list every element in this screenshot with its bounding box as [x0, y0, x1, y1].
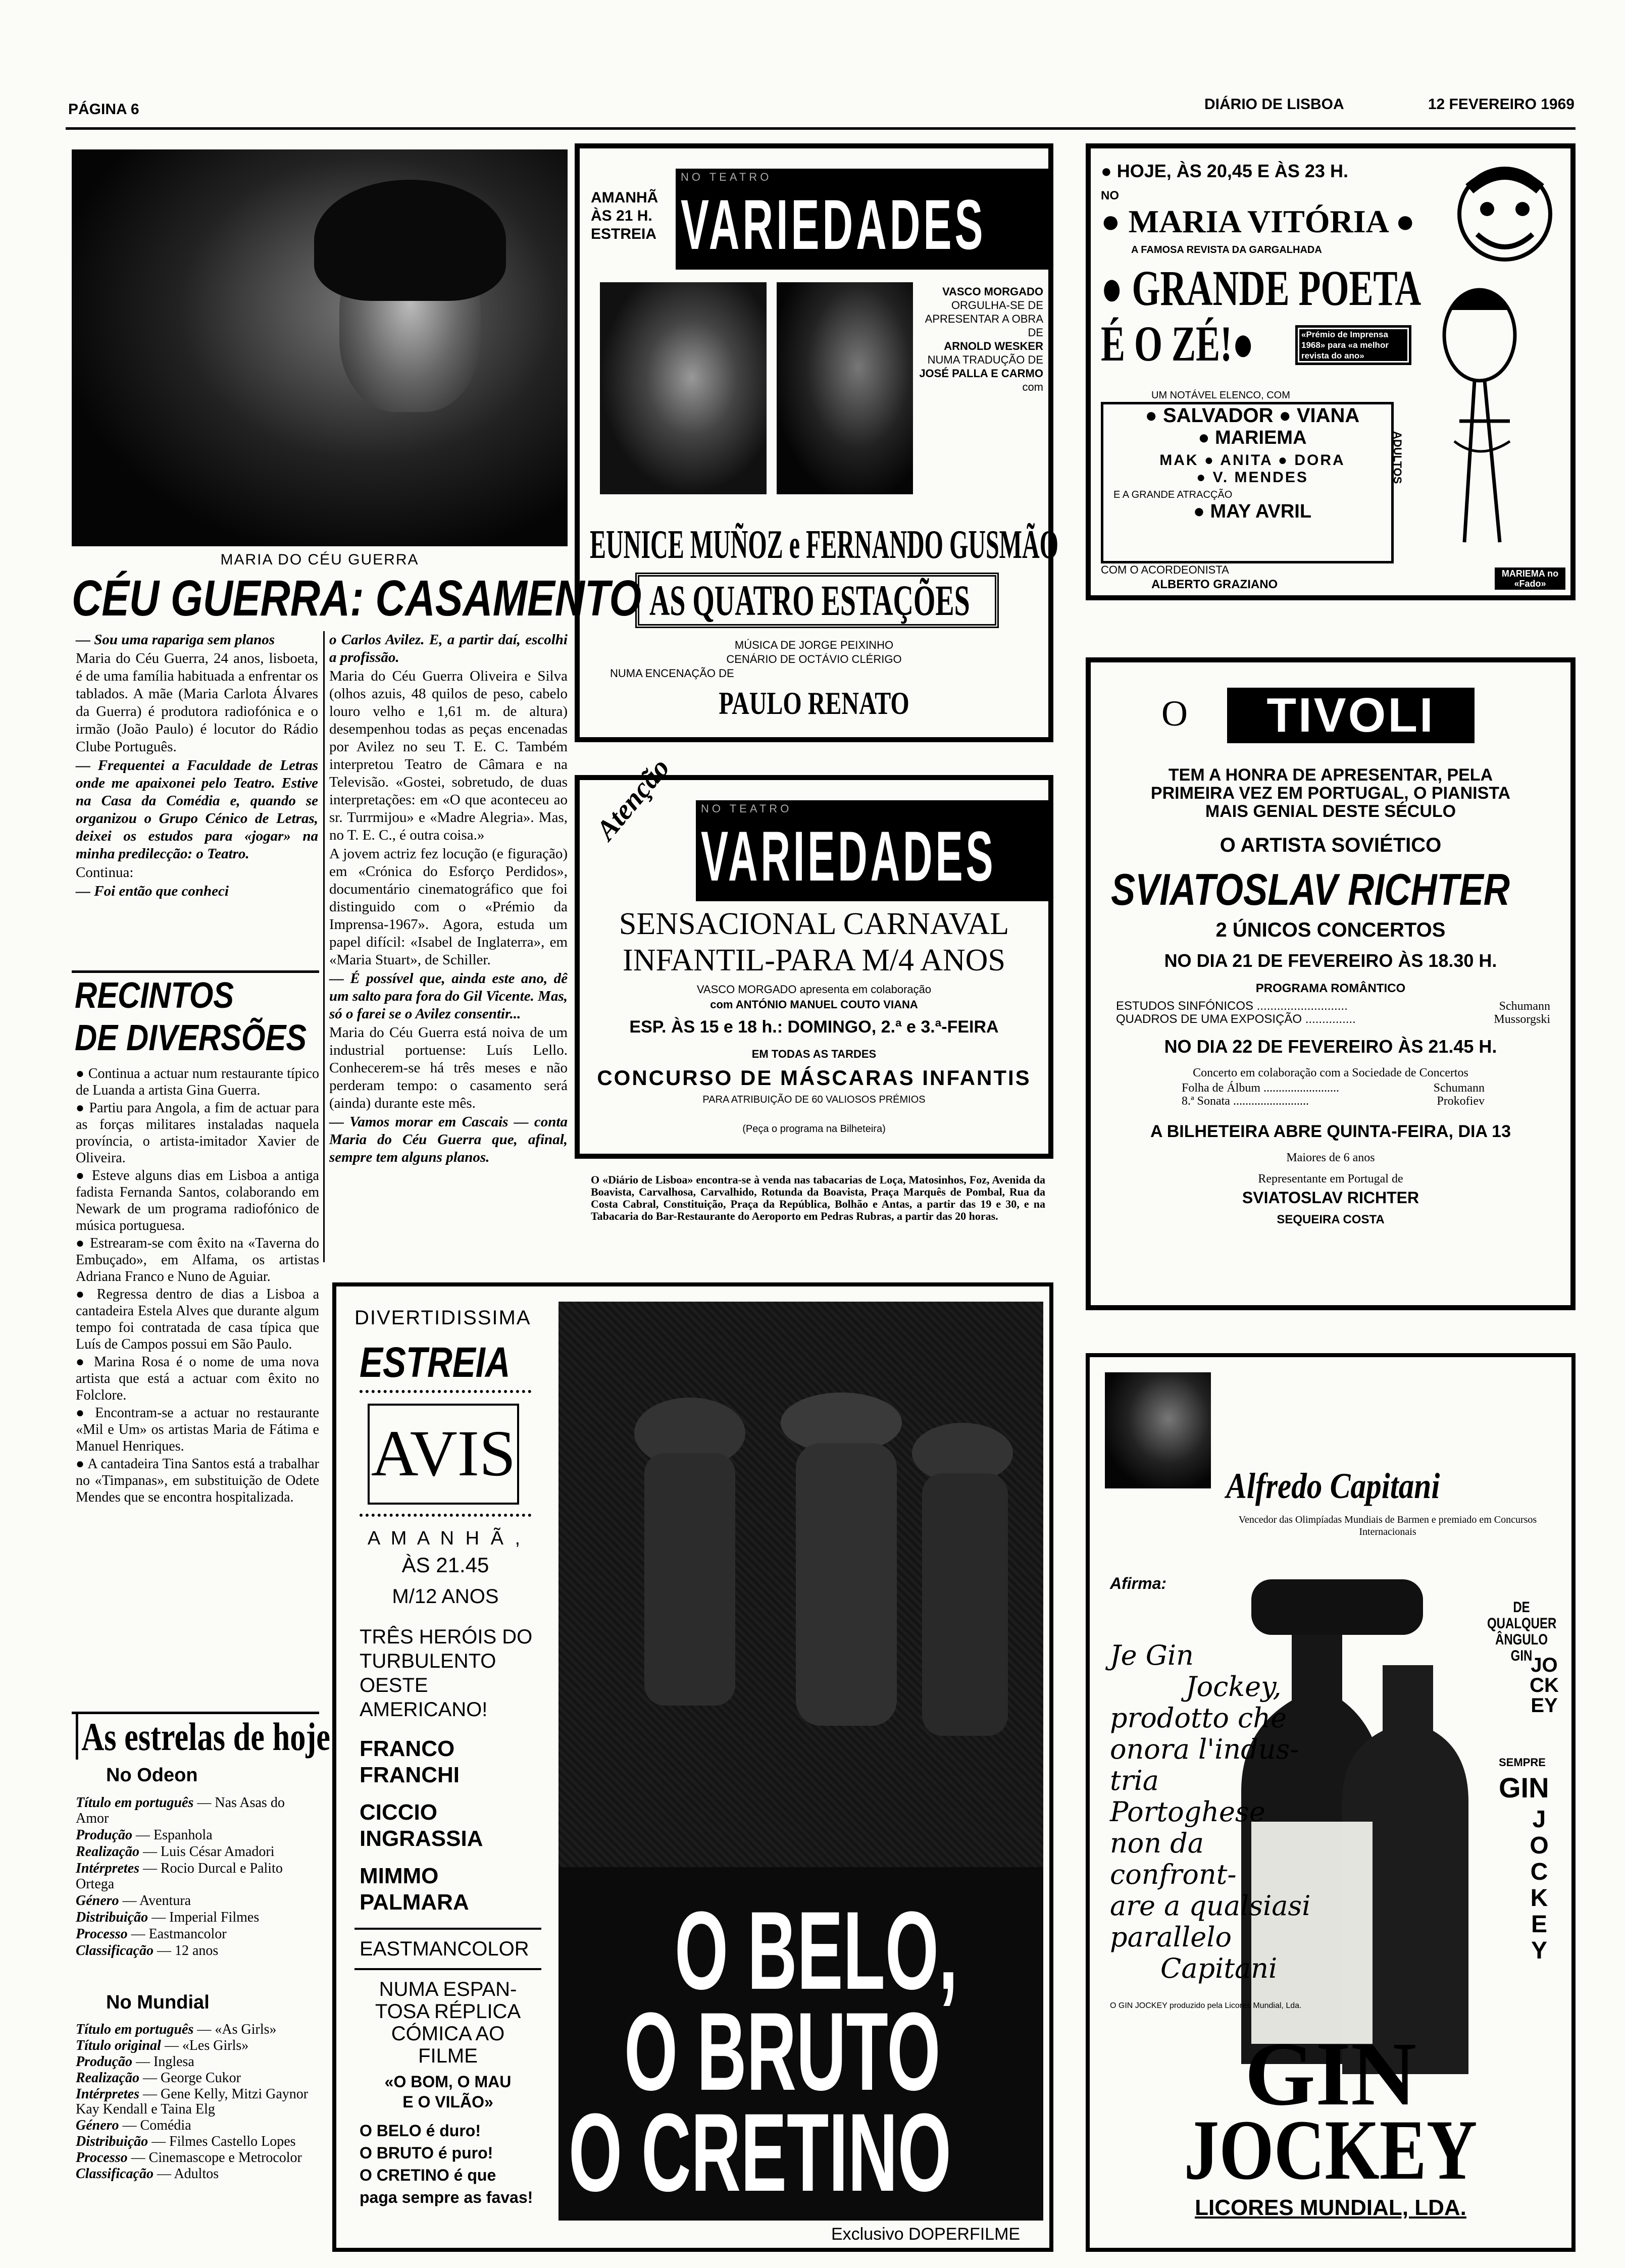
mv-sub: A FAMOSA REVISTA DA GARGALHADA [1131, 244, 1322, 255]
recintos-item: ● Regressa dentro de dias a Lisboa a cantadeira Estela Alves que durante algum tempo foi contratada de casa típica que Luís de Campos possui em São Paulo. [76, 1286, 319, 1352]
var2-line-4: com ANTÓNIO MANUEL COUTO VIANA [710, 998, 918, 1011]
recintos-item: ● Esteve alguns dias em Lisboa a antiga fadista Fernanda Santos, colaborando em Newark de um programa radiofónico de música portuguesa. [76, 1168, 319, 1233]
mv-graziano: ALBERTO GRAZIANO [1151, 578, 1278, 591]
mv-caricature-caption: MARIEMA no «Fado» [1495, 568, 1565, 590]
gin-jockey-vertical-1: JOCKEY [1530, 1654, 1559, 1717]
recintos-list [76, 1065, 319, 1507]
var2-title: VARIEDADES [701, 816, 996, 896]
avis-exclusivo: Exclusivo DOPERFILME [831, 2225, 1021, 2244]
var1-side-text: VASCO MORGADO ORGULHA-SE DE APRESENTAR A OBRA DE ARNOLD WESKER NUMA TRADUÇÃO DE JOSÉ PALLA E CARMO com [919, 285, 1043, 393]
mv-grande-poeta: ● GRANDE POETA [1101, 260, 1421, 316]
tivoli-rep: Representante em Portugal de [1258, 1172, 1403, 1185]
avis-cast: FRANCO FRANCHI CICCIO INGRASSIA MIMMO PALMARA [360, 1736, 483, 1915]
odeon-list [76, 1795, 319, 1960]
mv-no: NO [1101, 189, 1119, 202]
gin-big-jockey: JOCKEY [1184, 2102, 1478, 2197]
article-p4: Continua: [76, 864, 134, 881]
gin-sempre: SEMPRE [1499, 1756, 1546, 1769]
mv-caricature-illustration [1419, 159, 1570, 562]
article-c2-p6: — Vamos morar em Cascais — conta Maria do Céu Guerra que, afinal, sempre tem alguns planos. [329, 1114, 568, 1165]
article-column-2 [329, 631, 568, 1167]
tivoli-soviet: O ARTISTA SOVIÉTICO [1220, 834, 1442, 856]
mundial-row: Realização — George Cukor [76, 2070, 241, 2086]
gin-small-print: O GIN JOCKEY produzido pela Licores Mundial, Lda. [1110, 2001, 1302, 2010]
tivoli-concerts: 2 ÚNICOS CONCERTOS [1215, 919, 1446, 941]
mv-hoje: ● HOJE, ÀS 20,45 E ÀS 23 H. [1101, 161, 1348, 181]
var1-stars-wrap [580, 522, 1058, 568]
avis-estreia: ESTREIA [360, 1338, 511, 1386]
avis-deco-line [360, 1390, 531, 1393]
avis-film-title-2: O BRUTO [624, 1989, 941, 2114]
var2-atencao: Atenção [590, 752, 676, 846]
recintos-rule [72, 970, 319, 973]
mv-premio: «Prémio de Imprensa 1968» para «a melhor revista do ano» [1295, 325, 1411, 365]
article-c2-p4: — É possível que, ainda este ano, dê um salto para fora do Gil Vicente. Mas, só o farei se o Avilez consentir... [329, 970, 568, 1022]
paper-name: DIÁRIO DE LISBOA [1204, 96, 1344, 113]
var1-no-teatro: NO TEATRO [681, 171, 772, 183]
mv-adultos: ADULTOS [1391, 431, 1404, 484]
tivoli-rep-artist: SVIATOSLAV RICHTER [1242, 1189, 1419, 1207]
var1-stars: EUNICE MUÑOZ e FERNANDO GUSMÃO [590, 523, 1058, 567]
gin-jockey-vertical-2: JOCKEY [1530, 1806, 1549, 1964]
tivoli-collab: Concerto em colaboração com a Sociedade de Concertos [1193, 1066, 1468, 1079]
gin-afirma: Afirma: [1110, 1574, 1167, 1592]
avis-rating: M/12 ANOS [392, 1585, 499, 1608]
recintos-item: ● Continua a actuar num restaurante típico de Luanda a artista Gina Guerra. [76, 1066, 319, 1098]
var2-line-8: PARA ATRIBUIÇÃO DE 60 VALIOSOS PRÉMIOS [702, 1094, 926, 1105]
var2-line-6: EM TODAS AS TARDES [751, 1048, 877, 1060]
capitani-photo [1105, 1372, 1211, 1488]
article-p3: — Frequentei a Faculdade de Letras onde me apaixonei pelo Teatro. Estive na Casa da Comédia e, quando se organizou o Grupo Cénico de Letras, deixei os estudos para «jogar» na minha predilecção: o Teatro. [76, 757, 318, 862]
avis-bom-mau: «O BOM, O MAU E O VILÃO» [384, 2073, 512, 2111]
page-header [68, 96, 1575, 126]
tivoli-sequeira: SEQUEIRA COSTA [1277, 1213, 1385, 1226]
recintos-item: ● Partiu para Angola, a fim de actuar para as forças militares instaladas naquela província, o artista-imitador Xavier de Oliveira. [76, 1100, 319, 1166]
capitani-name: Alfredo Capitani [1226, 1466, 1440, 1506]
var1-title: VARIEDADES [681, 185, 986, 264]
recintos-item: ● A cantadeira Tina Santos está a trabalhar no «Timpanas», em substituição de Odete Mendes que se encontra hospitalizada. [76, 1456, 319, 1505]
mundial-row: Género — Comédia [76, 2118, 191, 2133]
column-rule [323, 631, 325, 1262]
avis-cinema-name: AVIS [368, 1404, 519, 1505]
article-p2: Maria do Céu Guerra, 24 anos, lisboeta, é de uma família habituada a enfrentar os tablados. A mãe (Maria Carlota Álvares da Guerra) é produtora radiofónica e o irmão (João Paulo) é locutor do Rádio Clube Português. [76, 650, 318, 755]
tivoli-artist: SVIATOSLAV RICHTER [1111, 864, 1510, 914]
odeon-row: Intérpretes — Rocio Durcal e Palito Ortega [76, 1861, 283, 1892]
mundial-row: Produção — Inglesa [76, 2054, 194, 2070]
var1-play-frame [635, 573, 999, 628]
avis-figures-illustration [558, 1302, 1043, 1867]
gin-jockey-ad [1086, 1353, 1576, 2252]
var2-line-9: (Peça o programa na Bilheteira) [742, 1123, 886, 1135]
recintos-item: ● Marina Rosa é o nome de uma nova artista que está a actuar com êxito no Folclore. [76, 1354, 319, 1403]
mundial-row: Intérpretes — Gene Kelly, Mitzi Gaynor Kay Kendall e Taina Elg [76, 2086, 309, 2117]
mv-e-o-ze: É O ZÉ!● [1101, 316, 1254, 372]
mundial-row: Título original — «Les Girls» [76, 2038, 249, 2053]
avis-film-title-1: O BELO, [675, 1888, 958, 2013]
var2-line-2: INFANTIL-PARA M/4 ANOS [623, 943, 1005, 977]
article-c2-p5: Maria do Céu Guerra está noiva de um industrial portuense: Luís Lello. Conhecerem-se há três meses e não perderam tempo: o casamento será (ainda) durante este mês. [329, 1024, 568, 1111]
gin-gin-2: GIN [1499, 1772, 1549, 1803]
recintos-title-2: DE DIVERSÕES [75, 1018, 307, 1058]
var2-line-7: CONCURSO DE MÁSCARAS INFANTIS [597, 1066, 1031, 1090]
tivoli-o: O [1161, 693, 1188, 734]
odeon-row: Processo — Eastmancolor [76, 1926, 227, 1942]
var1-director: PAULO RENATO [719, 685, 909, 721]
tivoli-programme-2: Folha de Álbum ......................... Schumann 8.ª Sonata ......................... Prokofiev [1182, 1081, 1485, 1108]
var2-line-1: SENSACIONAL CARNAVAL [619, 907, 1009, 941]
recintos-item: ● Estrearam-se com êxito na «Taverna do Embuçado», em Alfama, os artistas Adriana Franco e Nuno de Aguiar. [76, 1235, 319, 1284]
page-number: PÁGINA 6 [68, 101, 139, 118]
mundial-row: Distribuição — Filmes Castello Lopes [76, 2134, 296, 2149]
tivoli-programme: PROGRAMA ROMÂNTICO [1255, 982, 1406, 995]
odeon-row: Género — Aventura [76, 1893, 191, 1909]
hair-shape [314, 180, 506, 301]
var2-line-5: ESP. ÀS 15 e 18 h.: DOMINGO, 2.ª e 3.ª-FEIRA [629, 1017, 999, 1037]
var2-line-3: VASCO MORGADO apresenta em colaboração [696, 983, 932, 996]
mundial-row: Classificação — Adultos [76, 2166, 219, 2182]
tivoli-date-1: NO DIA 21 DE FEVEREIRO ÀS 18.30 H. [1164, 950, 1497, 971]
mv-cast-box: ● SALVADOR ● VIANA ● MARIEMA MAK ● ANITA ● DORA ● V. MENDES E A GRANDE ATRACÇÃO ● MAY AVRIL [1101, 402, 1394, 563]
recintos-item: ● Encontram-se a actuar no restaurante «Mil e Um» os artistas Maria de Fátima e Manuel Henriques. [76, 1405, 319, 1454]
odeon-heading: No Odeon [106, 1765, 198, 1786]
photo-caption: MARIA DO CÉU GUERRA [220, 551, 419, 568]
maria-vitoria-ad [1086, 143, 1576, 600]
avis-sep-2 [354, 1968, 541, 1970]
var1-credits: MÚSICA DE JORGE PEIXINHO CENÁRIO DE OCTÁVIO CLÉRIGO NUMA ENCENAÇÃO DE [610, 639, 902, 680]
avis-divertidissima: DIVERTIDISSIMA [354, 1307, 531, 1329]
header-rule [66, 127, 1576, 130]
gin-licores: LICORES MUNDIAL, LDA. [1195, 2195, 1466, 2220]
var2-no-teatro: NO TEATRO [701, 802, 792, 815]
avis-film-still [558, 1302, 1043, 1867]
avis-deco-line-2 [360, 1514, 531, 1517]
odeon-row: Classificação — 12 anos [76, 1943, 219, 1958]
odeon-row: Produção — Espanhola [76, 1827, 213, 1843]
odeon-row: Realização — Luis César Amadori [76, 1844, 275, 1860]
mundial-heading: No Mundial [106, 1992, 210, 2013]
avis-tagline: O BELO é duro! O BRUTO é puro! O CRETINO é que paga sempre as favas! [360, 2122, 533, 2206]
variedades-ad-1 [575, 143, 1058, 742]
tivoli-ad [1086, 657, 1576, 1310]
article-c2-p1: o Carlos Avilez. E, a partir daí, escolhi a profissão. [329, 632, 568, 665]
gin-big-gin: GIN [1244, 2024, 1417, 2124]
article-c2-p2: Maria do Céu Guerra Oliveira e Silva (olhos azuis, 48 quilos de peso, cabelo louro velho e 1,61 m. de altura) desempenhou todas as peças encenadas por Avilez no seu T. E. C. Também interpretou Teatro de Câmara e na Televisão. «Gostei, sobretudo, de duas interpretações: em «O que aconteceu ao sr. Turrmijou» e «Madre Alegria». Mas, no T. E. C., é outra coisa.» [329, 668, 568, 843]
avis-hora: ÀS 21.45 [401, 1553, 489, 1577]
tivoli-box-office: A BILHETEIRA ABRE QUINTA-FEIRA, DIA 13 [1150, 1122, 1511, 1141]
mundial-row: Processo — Cinemascope e Metrocolor [76, 2150, 302, 2166]
estrelas-title: As estrelas de hoje [76, 1714, 330, 1760]
mv-acordeonista: COM O ACORDEONISTA [1101, 563, 1229, 576]
var1-photo-fernando [777, 282, 913, 494]
odeon-row: Título em português — Nas Asas do Amor [76, 1795, 285, 1826]
variedades-ad-2 [575, 752, 1053, 1159]
article-headline: CÉU GUERRA: CASAMENTO [72, 570, 642, 627]
avis-amanha: A M A N H Ã , [367, 1528, 524, 1549]
gin-handwritten-quote: Je Gin Jockey, prodotto che onora l'indus- tria Portoghese non da confront- are a qualsiasi parallelo Capitani [1110, 1639, 1311, 1984]
avis-ad [332, 1282, 1053, 2252]
article-p1: — Sou uma rapariga sem planos [76, 632, 275, 648]
avis-tres-herois: TRÊS HERÓIS DO TURBULENTO OESTE AMERICANO! [360, 1626, 533, 1721]
article-column-1 [76, 631, 318, 901]
mv-title: ● MARIA VITÓRIA ● [1101, 203, 1415, 239]
tivoli-name: TIVOLI [1227, 688, 1475, 743]
avis-sep [354, 1928, 541, 1930]
portrait-photo [72, 149, 568, 546]
article-p5: — Foi então que conheci [76, 883, 229, 899]
avis-eastmancolor: EASTMANCOLOR [360, 1938, 529, 1960]
var2-title-block [696, 800, 1049, 901]
tivoli-date-2: NO DIA 22 DE FEVEREIRO ÀS 21.45 H. [1164, 1036, 1497, 1057]
avis-title-panel [558, 1867, 1043, 2221]
mundial-list [76, 2022, 319, 2183]
gin-dq: DE QUALQUER ÂNGULO GIN [1487, 1599, 1557, 1664]
tivoli-intro: TEM A HONRA DE APRESENTAR, PELA PRIMEIRA VEZ EM PORTUGAL, O PIANISTA MAIS GENIAL DESTE SÉCULO [1150, 765, 1511, 821]
var1-title-block [676, 169, 1048, 270]
mv-elenco: UM NOTÁVEL ELENCO, COM [1151, 390, 1290, 401]
avis-replica: NUMA ESPAN- TOSA RÉPLICA CÓMICA AO FILME [375, 1978, 521, 2067]
var1-photo-eunice [600, 282, 767, 494]
capitani-desc: Vencedor das Olimpíadas Mundiais de Barmen e premiado em Concursos Internacionais [1238, 1514, 1537, 1537]
var1-play: AS QUATRO ESTAÇÕES [649, 576, 970, 625]
issue-date: 12 FEVEREIRO 1969 [1428, 96, 1575, 113]
sales-notice: O «Diário de Lisboa» encontra-se à venda nas tabacarias de Loça, Matosinhos, Foz, Avenida da Boavista, Carvalhosa, Carvalhido, Rotunda da Boavista, Praça Marquês de Pombal, Rua da Costa Cabral, Constituição, Praça da República, Bolhão e Antas, a partir das 19 e 30, e na Tabacaria do Bar-Restaurante do Aeroporto em Pedras Rubras, a partir das 20 horas. [591, 1173, 1045, 1222]
article-c2-p3: A jovem actriz fez locução (e figuração) em «Crónica do Esforço Perdidos», documentário cinematográfico que foi distinguido com o «Prémio da Imprensa-1967». Agora, estuda um papel difícil: «Isabel de Inglaterra», em «Maria Stuart», de Schiller. [329, 846, 568, 968]
mundial-row: Título em português — «As Girls» [76, 2022, 277, 2037]
tivoli-programme-1: ESTUDOS SINFÓNICOS ........................... Schumann QUADROS DE UMA EXPOSIÇÃO ............... Mussorgski [1116, 999, 1550, 1026]
odeon-row: Distribuição — Imperial Filmes [76, 1910, 260, 1925]
recintos-title-1: RECINTOS [75, 975, 234, 1016]
var1-amanha: AMANHÃ ÀS 21 H. ESTREIA [591, 189, 658, 242]
avis-film-title-3: O CRETINO [569, 2090, 951, 2214]
tivoli-age: Maiores de 6 anos [1286, 1151, 1375, 1164]
